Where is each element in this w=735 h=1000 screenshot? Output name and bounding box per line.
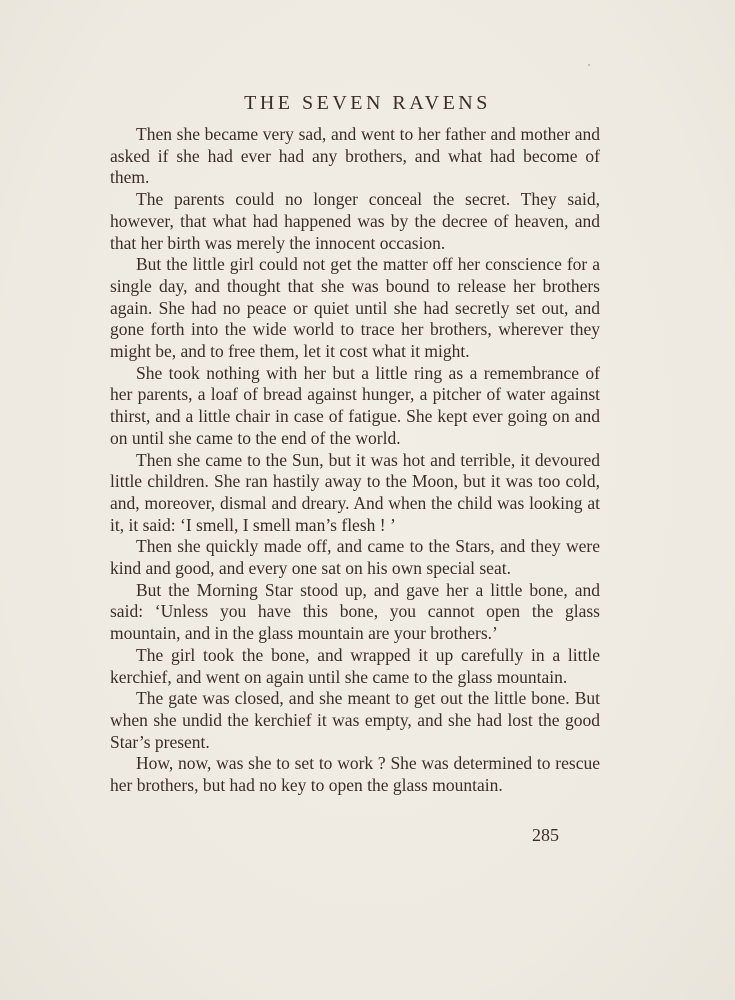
running-head: THE SEVEN RAVENS <box>244 92 491 114</box>
paragraph-6: Then she quickly made off, and came to the Stars, and they were kind and good, and every one sat on his own special seat. <box>110 536 600 579</box>
paragraph-2: The parents could no longer conceal the secret. They said, however, that what had happened was by the decree of heaven, and that her birth was merely the innocent occasion. <box>110 189 600 253</box>
paragraph-10: How, now, was she to set to work ? She was determined to rescue her brothers, but had no key to open the glass mountain. <box>110 753 600 796</box>
paragraph-9: The gate was closed, and she meant to get out the little bone. But when she undid the kerchief it was empty, and she had lost the good Star’s present. <box>110 688 600 752</box>
paragraph-4: She took nothing with her but a little ring as a remembrance of her parents, a loaf of bread against hunger, a pitcher of water against thirst, and a little chair in case of fatigue. She kept ever going on and on until she came to the end of the world. <box>110 362 600 448</box>
body-text <box>110 124 600 797</box>
paragraph-3: But the little girl could not get the matter off her conscience for a single day, and thought that she was bound to release her brothers again. She had no peace or quiet until she had secretly set out, and gone forth into the wide world to trace her brothers, wherever they might be, and to free them, let it cost what it might. <box>110 254 600 362</box>
paragraph-8: The girl took the bone, and wrapped it up carefully in a little kerchief, and went on again until she came to the glass mountain. <box>110 644 600 687</box>
paper-speck <box>588 64 590 66</box>
paragraph-5: Then she came to the Sun, but it was hot and terrible, it devoured little children. She ran hastily away to the Moon, but it was too cold, and, moreover, dismal and dreary. And when the child was looking at it, it said: ‘I smell, I smell man’s flesh ! ’ <box>110 449 600 535</box>
paragraph-7: But the Morning Star stood up, and gave her a little bone, and said: ‘Unless you have this bone, you cannot open the glass mountain, and in the glass mountain are your brothers.’ <box>110 579 600 644</box>
paragraph-1: Then she became very sad, and went to her father and mother and asked if she had ever had any brothers, and what had become of them. <box>110 124 600 188</box>
page-number: 285 <box>532 825 559 845</box>
